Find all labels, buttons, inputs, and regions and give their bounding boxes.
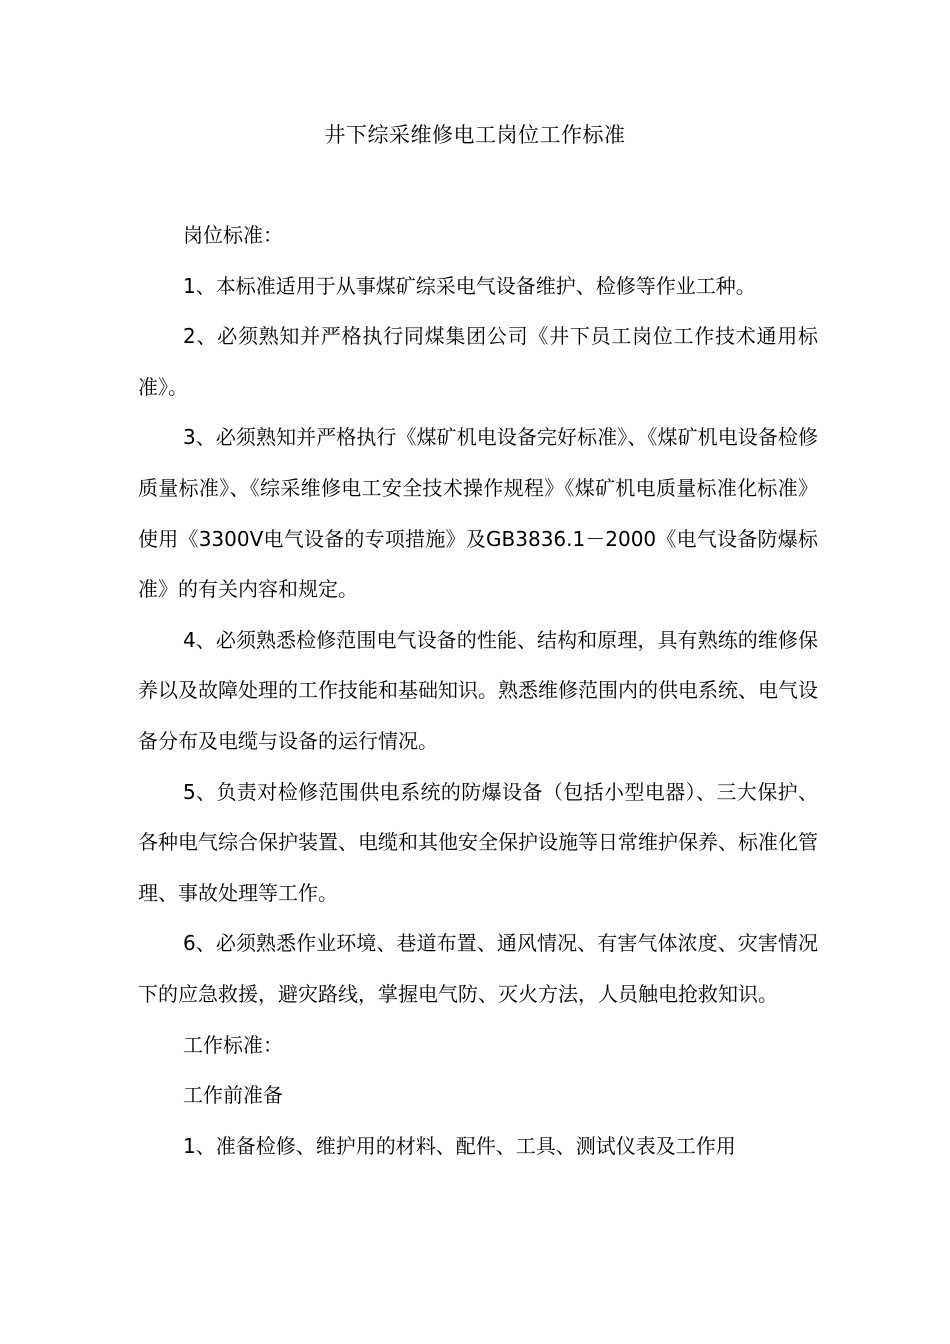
section-heading-post-standard: 岗位标准：: [183, 223, 283, 247]
paragraph-item-3: 3、必须熟知并严格执行《煤矿机电设备完好标准》、《煤矿机电设备检修质量标准》、《综采维修电工安全技术操作规程》《煤矿机电质量标准化标准》使用《3300V电气设备的专项措施》及GB3836.1－2000《电气设备防爆标准》的有关内容和规定。: [138, 425, 818, 602]
document-title: 井下综采维修电工岗位工作标准: [324, 123, 626, 147]
paragraph-item-5: 5、负责对检修范围供电系统的防爆设备（包括小型电器）、三大保护、各种电气综合保护装置、电缆和其他安全保护设施等日常维护保养、标准化管理、事故处理等工作。: [138, 779, 818, 905]
paragraph-item-1: 1、本标准适用于从事煤矿综采电气设备维护、检修等作业工种。: [183, 273, 756, 298]
paragraph-item-2: 2、必须熟知并严格执行同煤集团公司《井下员工岗位工作技术通用标准》。: [138, 324, 818, 399]
paragraph-prep-item-1: 1、准备检修、维护用的材料、配件、工具、测试仪表及工作用: [183, 1133, 736, 1158]
paragraph-item-6: 6、必须熟悉作业环境、巷道布置、通风情况、有害气体浓度、灾害情况下的应急救援，避灾路线，掌握电气防、灭火方法，人员触电抢救知识。: [138, 931, 818, 1006]
paragraph-item-4: 4、必须熟悉检修范围电气设备的性能、结构和原理，具有熟练的维修保养以及故障处理的工作技能和基础知识。熟悉维修范围内的供电系统、电气设备分布及电缆与设备的运行情况。: [138, 627, 818, 753]
document-body: [138, 210, 818, 1171]
section-heading-work-standard: 工作标准：: [183, 1032, 283, 1057]
subsection-heading-preparation: 工作前准备: [183, 1083, 283, 1108]
